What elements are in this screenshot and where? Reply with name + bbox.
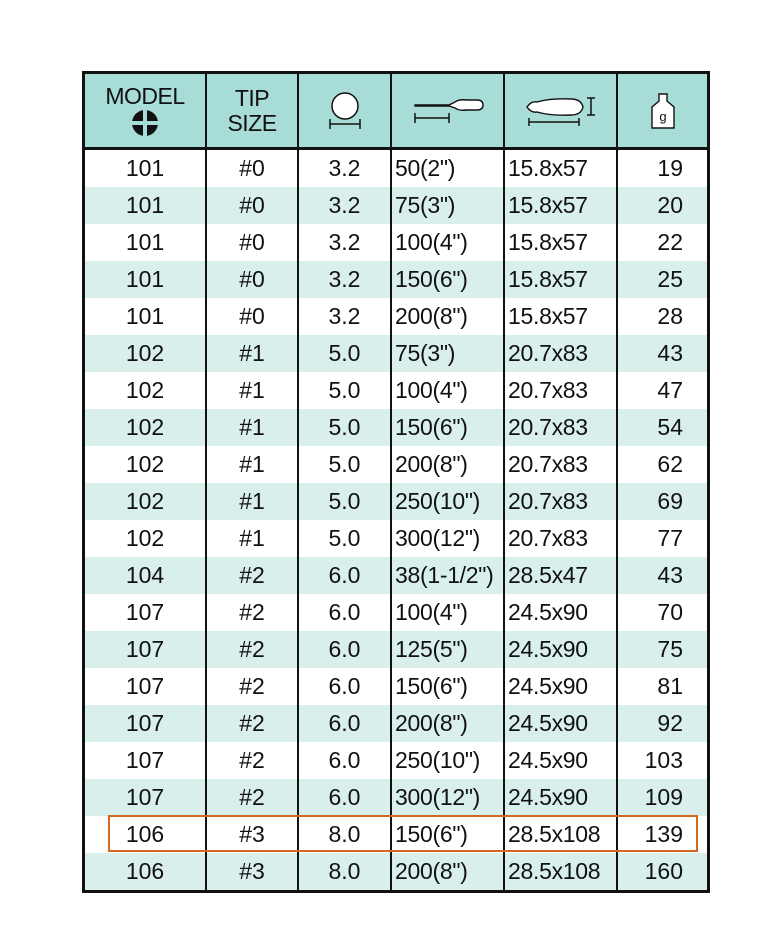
length-cell: 200(8") [391,705,504,742]
screwdriver-spec-table [82,71,710,893]
model-cell: 107 [85,705,206,742]
weight-cell: 43 [617,557,707,594]
table-row [85,853,707,890]
handle-cell: 20.7x83 [504,520,617,557]
table-row [85,705,707,742]
length-cell: 100(4") [391,594,504,631]
handle-cell: 24.5x90 [504,668,617,705]
model-header [85,74,206,149]
table-row [85,149,707,188]
handle-cell: 28.5x108 [504,853,617,890]
model-cell: 106 [85,816,206,853]
tip-size-cell: #2 [206,779,298,816]
diameter-cell: 5.0 [298,520,391,557]
table-row [85,594,707,631]
model-cell: 102 [85,446,206,483]
model-cell: 107 [85,631,206,668]
handle-size-icon [521,94,601,128]
handle-cell: 20.7x83 [504,335,617,372]
diameter-cell: 6.0 [298,668,391,705]
handle-cell: 24.5x90 [504,705,617,742]
diameter-cell: 6.0 [298,705,391,742]
diameter-cell: 5.0 [298,409,391,446]
length-cell: 100(4") [391,224,504,261]
model-cell: 107 [85,668,206,705]
weight-cell: 19 [617,149,707,188]
tip-size-cell: #2 [206,668,298,705]
diameter-cell: 5.0 [298,335,391,372]
length-cell: 300(12") [391,520,504,557]
model-cell: 107 [85,742,206,779]
model-cell: 101 [85,149,206,188]
handle-cell: 24.5x90 [504,779,617,816]
length-cell: 150(6") [391,261,504,298]
handle-cell: 24.5x90 [504,594,617,631]
diameter-cell: 6.0 [298,779,391,816]
tip-size-cell: #3 [206,816,298,853]
handle-cell: 24.5x90 [504,631,617,668]
weight-cell: 69 [617,483,707,520]
tip-size-header [206,74,298,149]
handle-cell: 20.7x83 [504,446,617,483]
length-cell: 250(10") [391,742,504,779]
length-cell: 150(6") [391,668,504,705]
blade-length-icon [411,96,485,126]
tip-size-cell: #2 [206,631,298,668]
table-row [85,816,707,853]
model-cell: 101 [85,261,206,298]
shaft-diameter-icon [327,91,363,131]
handle-cell: 20.7x83 [504,372,617,409]
length-cell: 250(10") [391,483,504,520]
handle-cell: 24.5x90 [504,742,617,779]
weight-cell: 77 [617,520,707,557]
weight-cell: 81 [617,668,707,705]
weight-cell: 28 [617,298,707,335]
tip-size-cell: #2 [206,742,298,779]
table-row [85,520,707,557]
tip-size-cell: #2 [206,705,298,742]
handle-cell: 20.7x83 [504,483,617,520]
handle-cell: 15.8x57 [504,298,617,335]
diameter-cell: 3.2 [298,149,391,188]
length-cell: 125(5") [391,631,504,668]
table-row [85,631,707,668]
table-row [85,779,707,816]
weight-cell: 22 [617,224,707,261]
length-cell: 200(8") [391,446,504,483]
diameter-header [298,74,391,149]
handle-cell: 15.8x57 [504,187,617,224]
tip-header-line2: SIZE [227,109,277,136]
weight-cell: 25 [617,261,707,298]
diameter-cell: 3.2 [298,261,391,298]
weight-cell: 103 [617,742,707,779]
weight-cell: 109 [617,779,707,816]
diameter-cell: 6.0 [298,557,391,594]
model-cell: 107 [85,594,206,631]
weight-unit-label: g [658,108,667,124]
phillips-cross-icon [131,109,159,137]
tip-size-cell: #1 [206,483,298,520]
table-row [85,409,707,446]
model-cell: 102 [85,372,206,409]
diameter-cell: 3.2 [298,224,391,261]
diameter-cell: 3.2 [298,187,391,224]
model-cell: 104 [85,557,206,594]
table-row [85,224,707,261]
tip-size-cell: #0 [206,187,298,224]
tip-size-cell: #1 [206,446,298,483]
table-row [85,372,707,409]
handle-header [504,74,617,149]
table-row [85,483,707,520]
length-cell: 150(6") [391,816,504,853]
diameter-cell: 3.2 [298,298,391,335]
length-cell: 150(6") [391,409,504,446]
weight-header [617,74,707,149]
table-row [85,668,707,705]
table-row [85,261,707,298]
handle-cell: 28.5x47 [504,557,617,594]
handle-cell: 28.5x108 [504,816,617,853]
table-row [85,335,707,372]
length-cell: 75(3") [391,335,504,372]
length-cell: 75(3") [391,187,504,224]
diameter-cell: 8.0 [298,816,391,853]
length-cell: 50(2") [391,149,504,188]
table-row [85,557,707,594]
table-row [85,298,707,335]
handle-cell: 15.8x57 [504,261,617,298]
weight-cell: 160 [617,853,707,890]
length-cell: 200(8") [391,853,504,890]
handle-cell: 15.8x57 [504,224,617,261]
model-cell: 102 [85,409,206,446]
diameter-cell: 5.0 [298,446,391,483]
model-cell: 106 [85,853,206,890]
table-row [85,742,707,779]
handle-cell: 20.7x83 [504,409,617,446]
table-body [85,149,707,891]
tip-size-cell: #3 [206,853,298,890]
diameter-cell: 5.0 [298,483,391,520]
handle-cell: 15.8x57 [504,149,617,188]
tip-size-cell: #1 [206,409,298,446]
tip-size-cell: #1 [206,372,298,409]
tip-size-cell: #0 [206,149,298,188]
weight-cell: 43 [617,335,707,372]
tip-size-cell: #0 [206,224,298,261]
weight-cell: 54 [617,409,707,446]
length-cell: 300(12") [391,779,504,816]
weight-cell: 47 [617,372,707,409]
length-cell: 38(1-1/2") [391,557,504,594]
model-cell: 101 [85,298,206,335]
weight-cell: 70 [617,594,707,631]
tip-header-line1: TIP [234,84,270,111]
diameter-cell: 5.0 [298,372,391,409]
model-cell: 102 [85,483,206,520]
model-header-label: MODEL [105,83,185,109]
tip-size-cell: #2 [206,594,298,631]
tip-size-cell: #1 [206,520,298,557]
tip-size-cell: #0 [206,261,298,298]
model-cell: 102 [85,335,206,372]
diameter-cell: 6.0 [298,742,391,779]
length-cell: 100(4") [391,372,504,409]
length-header [391,74,504,149]
tip-size-cell: #2 [206,557,298,594]
model-cell: 102 [85,520,206,557]
model-cell: 101 [85,224,206,261]
table-row [85,187,707,224]
diameter-cell: 6.0 [298,594,391,631]
table-row [85,446,707,483]
weight-cell: 20 [617,187,707,224]
model-cell: 101 [85,187,206,224]
weight-cell: 62 [617,446,707,483]
weight-cell: 92 [617,705,707,742]
model-cell: 107 [85,779,206,816]
diameter-cell: 6.0 [298,631,391,668]
length-cell: 200(8") [391,298,504,335]
weight-icon [650,92,676,130]
tip-size-cell: #0 [206,298,298,335]
header-row [85,74,707,149]
diameter-cell: 8.0 [298,853,391,890]
tip-size-cell: #1 [206,335,298,372]
weight-cell: 139 [617,816,707,853]
weight-cell: 75 [617,631,707,668]
